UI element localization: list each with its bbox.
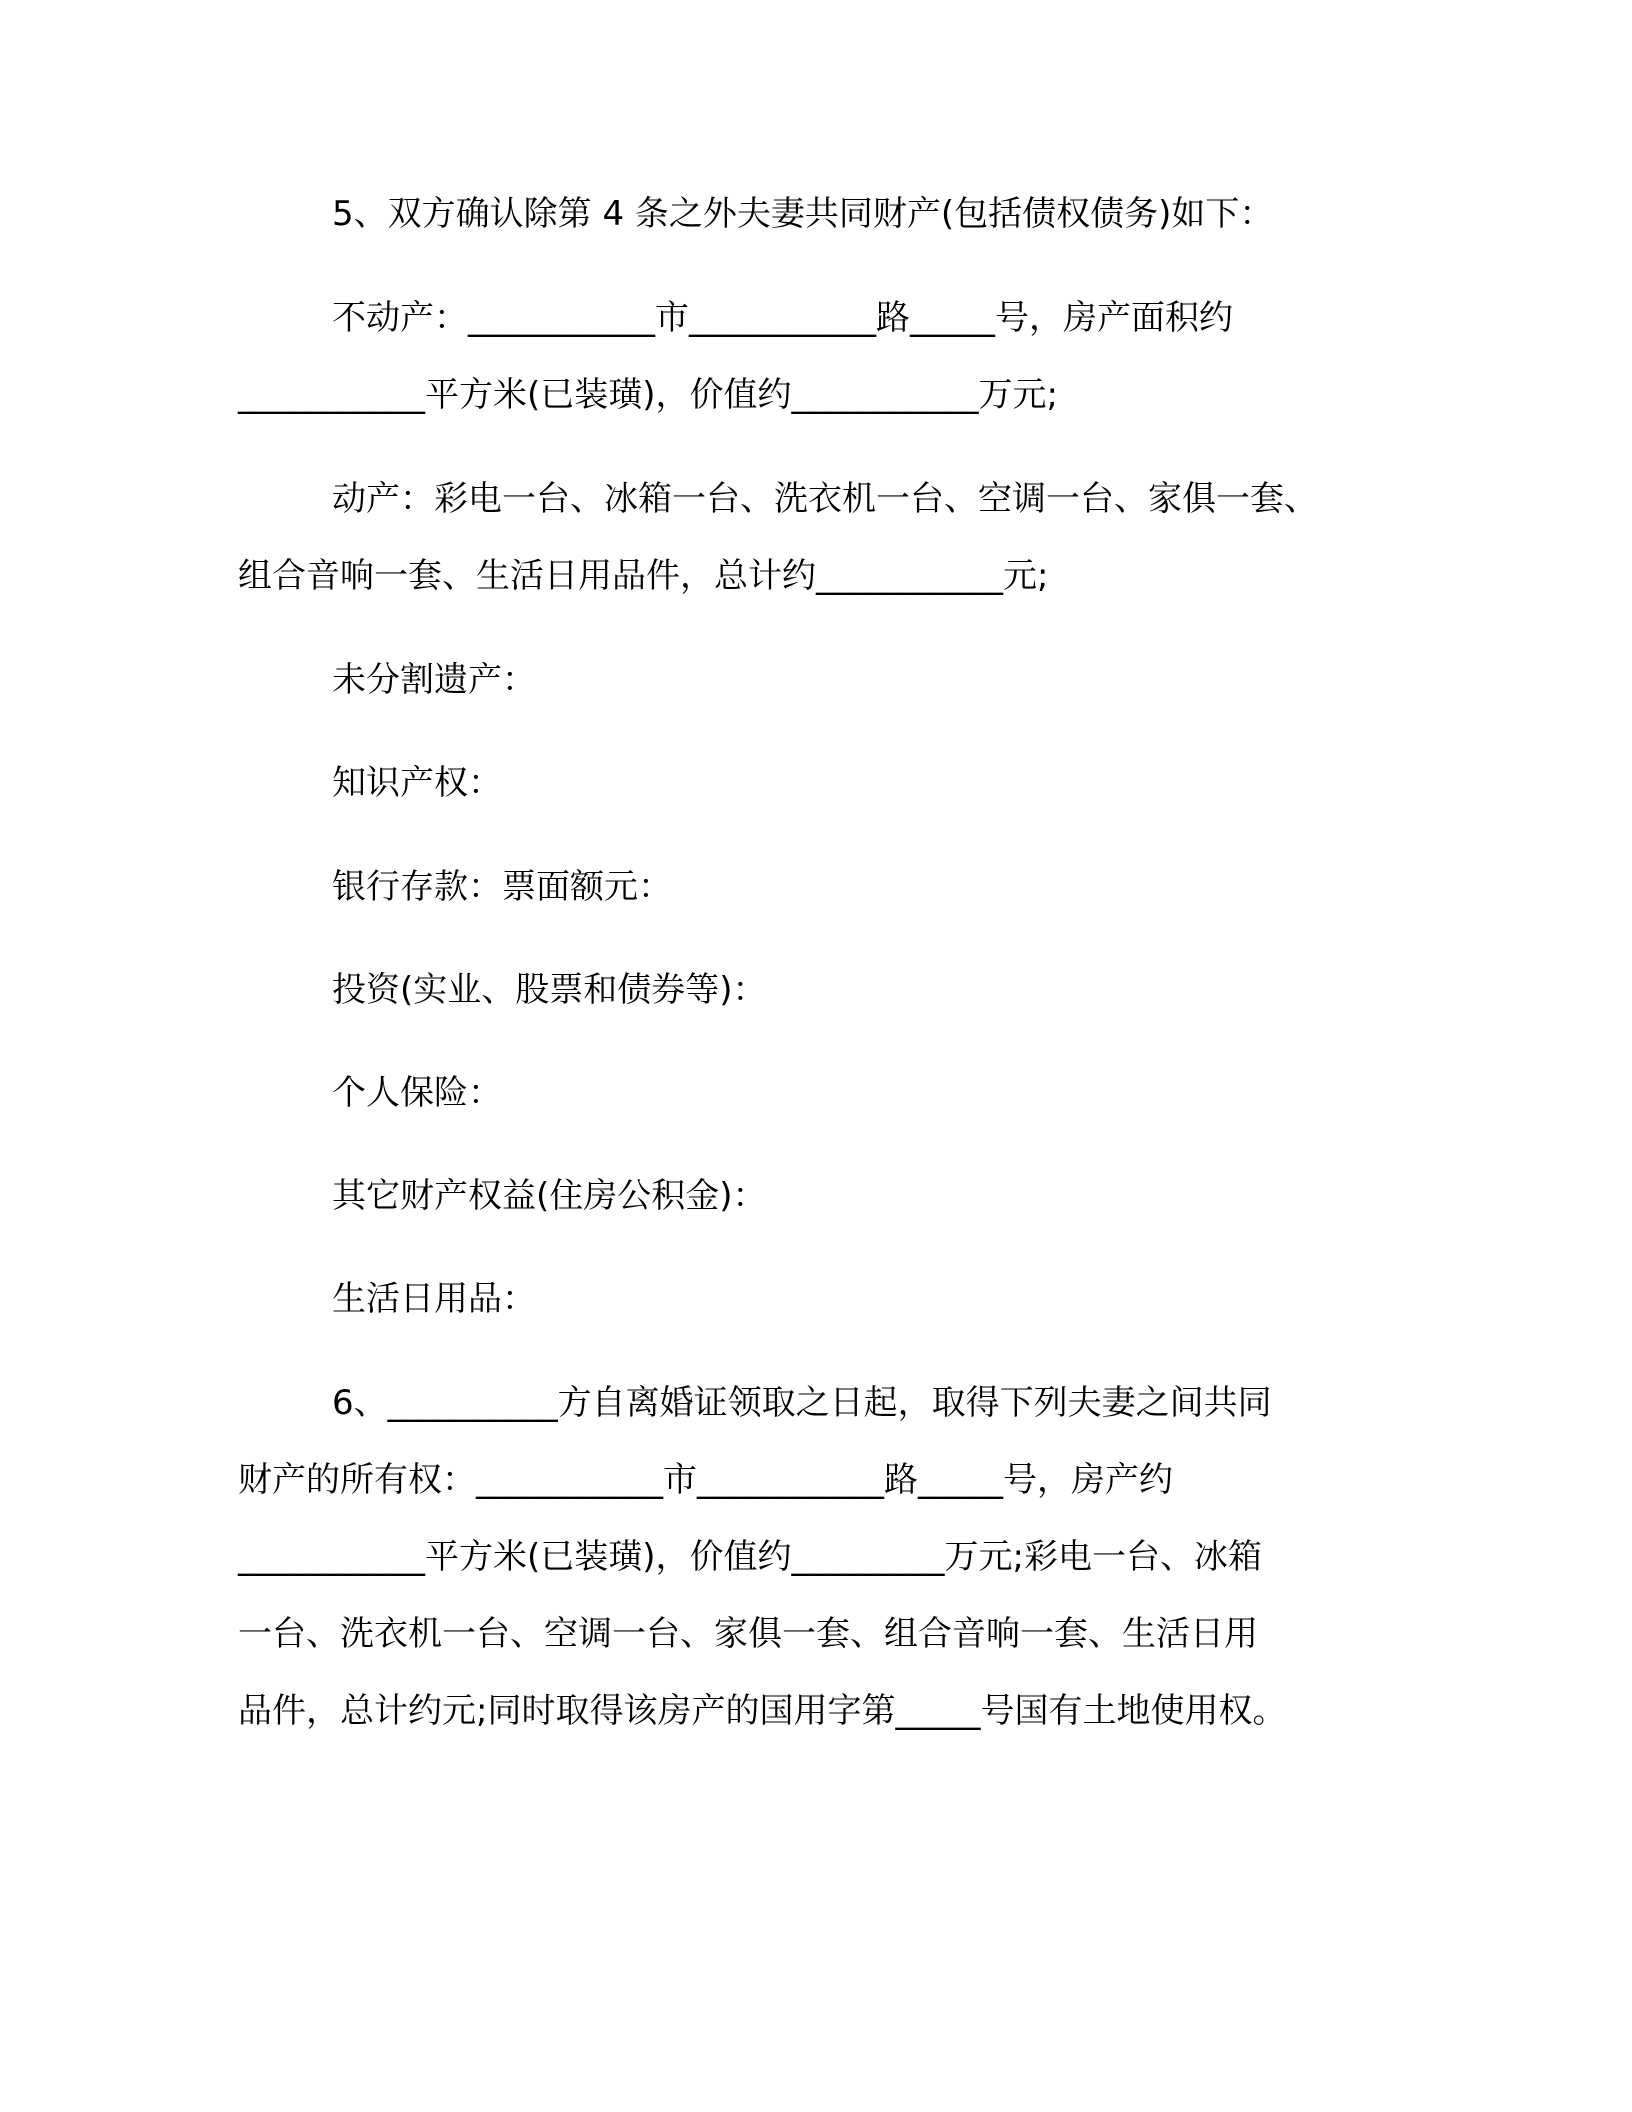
bank-deposit-line: 银行存款：票面额元： <box>332 867 672 907</box>
undivided-inheritance-line: 未分割遗产： <box>332 660 536 700</box>
real-estate-area-value-line: ___________平方米(已装璜)，价值约___________万元; <box>238 375 1058 415</box>
movable-property-line: 动产：彩电一台、冰箱一台、洗衣机一台、空调一台、家俱一套、 <box>332 479 1318 519</box>
clause-6-line-5: 品件，总计约元;同时取得该房产的国用字第_____号国有土地使用权。 <box>238 1691 1287 1731</box>
other-property-rights-line: 其它财产权益(住房公积金)： <box>332 1176 767 1216</box>
clause-6-line-3: ___________平方米(已装璜)，价值约_________万元;彩电一台、冰箱 <box>238 1537 1262 1577</box>
clause-6-line-2: 财产的所有权：___________市___________路_____号，房产约 <box>238 1460 1173 1500</box>
intellectual-property-line: 知识产权： <box>332 763 502 803</box>
clause-6-line-1: 6、__________方自离婚证领取之日起，取得下列夫妻之间共同 <box>332 1383 1272 1423</box>
movable-property-total-line: 组合音响一套、生活日用品件，总计约___________元; <box>238 556 1049 596</box>
investment-line: 投资(实业、股票和债券等)： <box>332 970 767 1010</box>
clause-5-heading: 5、双方确认除第 4 条之外夫妻共同财产(包括债权债务)如下： <box>332 194 1274 234</box>
clause-6-line-4: 一台、洗衣机一台、空调一台、家俱一套、组合音响一套、生活日用 <box>238 1614 1258 1654</box>
daily-goods-line: 生活日用品： <box>332 1279 536 1319</box>
personal-insurance-line: 个人保险： <box>332 1073 502 1113</box>
real-estate-line: 不动产：___________市___________路_____号，房产面积约 <box>332 298 1233 338</box>
